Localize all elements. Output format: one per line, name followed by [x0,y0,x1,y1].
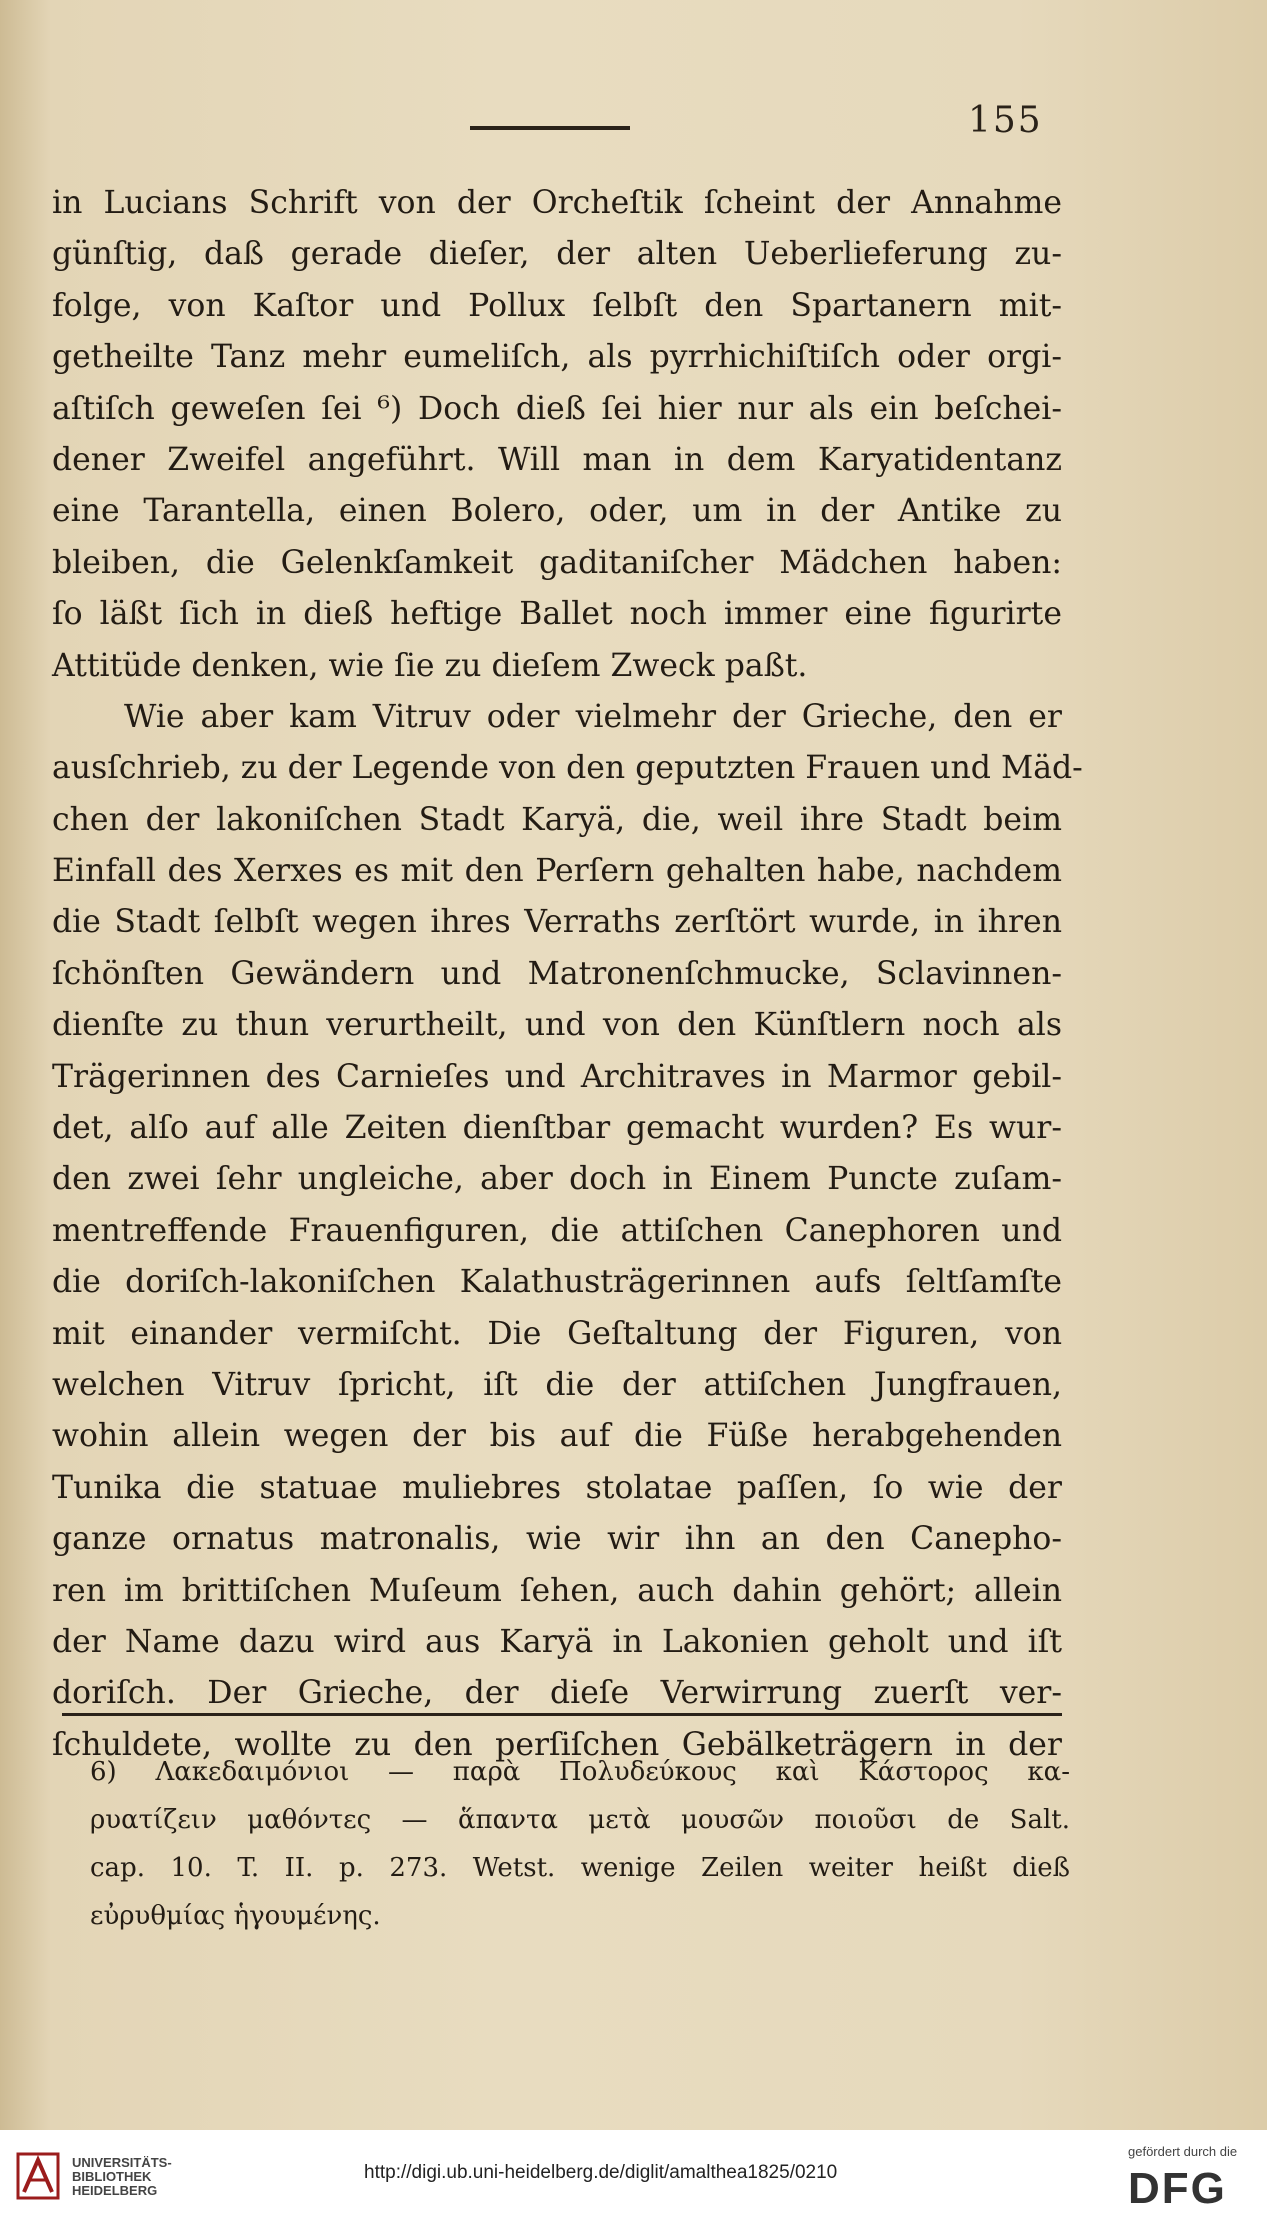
text-line: dener Zweifel angeführt. Will man in dem Karyatidentanz [52,441,1062,478]
footnote [90,1748,1070,1940]
text-line: Tunika die statuae muliebres stolatae paſſen, ſo wie der [52,1469,1062,1506]
text-line: getheilte Tanz mehr eumeliſch, als pyrrhichiſtiſch oder orgi- [52,339,1062,376]
footnote-line: ρυατίζειν μαθόντες — ἅπαντα μετὰ μουσῶν ποιοῦσι de Salt. [90,1805,1070,1835]
header-rule [470,126,630,130]
text-line: mit einander vermiſcht. Die Geſtaltung der Figuren, von [52,1315,1062,1352]
text-line: doriſch. Der Grieche, der dieſe Verwirrung zuerſt ver- [52,1675,1062,1712]
text-line: chen der lakoniſchen Stadt Karyä, die, weil ihre Stadt beim [52,801,1062,838]
text-line: den zwei ſehr ungleiche, aber doch in Einem Puncte zuſam- [52,1161,1062,1198]
text-line: aſtiſch geweſen ſei ⁶) Doch dieß ſei hier nur als ein beſchei- [52,390,1062,427]
footnote-line: cap. 10. T. II. p. 273. Wetst. wenige Zeilen weiter heißt dieß [90,1853,1070,1883]
funded-by-label: gefördert durch die [1128,2144,1238,2159]
text-line: wohin allein wegen der bis auf die Füße herabgehenden [52,1418,1062,1455]
text-line: welchen Vitruv ſpricht, iſt die der attiſchen Jungfrauen, [52,1366,1062,1403]
text-line: der Name dazu wird aus Karyä in Lakonien geholt und iſt [52,1623,1062,1660]
viewer-footer [0,2130,1267,2222]
text-line: folge, von Kaſtor und Pollux ſelbſt den Spartanern mit- [52,287,1062,324]
text-line: ganze ornatus matronalis, wie wir ihn an den Canepho- [52,1521,1062,1558]
university-library-logo-icon [14,2148,62,2204]
permalink-url[interactable]: http://digi.ub.uni-heidelberg.de/diglit/amalthea1825/0210 [364,2162,838,2183]
footnote-line: 6) Λακεδαιμόνιοι — παρὰ Πολυδεύκους καὶ Κάστορος κα- [90,1757,1070,1787]
text-line: die doriſch-lakoniſchen Kalathusträgerinnen aufs ſeltſamſte [52,1264,1062,1301]
text-line: ſo läßt ſich in dieß heftige Ballet noch immer eine figurirte [52,596,1062,633]
text-line: det, alſo auf alle Zeiten dienſtbar gemacht wurden? Es wur- [52,1110,1062,1147]
page-number: 155 [968,100,1043,141]
text-line: Attitüde denken, wie ſie zu dieſem Zweck paßt. [52,647,808,684]
text-line: mentreffende Frauenfiguren, die attiſchen Canephoren und [52,1212,1062,1249]
text-line: Wie aber kam Vitruv oder vielmehr der Grieche, den er [124,698,1062,735]
text-line: Trägerinnen des Carnieſes und Architraves in Marmor gebil- [52,1058,1062,1095]
text-line: Einfall des Xerxes es mit den Perſern gehalten habe, nachdem [52,853,1062,890]
text-line: ſchuldete, wollte zu den perſiſchen Gebälketrägern in der [52,1726,1062,1763]
text-line: ren im brittiſchen Muſeum ſehen, auch dahin gehört; allein [52,1572,1062,1609]
text-line: dienſte zu thun verurtheilt, und von den Künſtlern noch als [52,1007,1062,1044]
text-line: bleiben, die Gelenkſamkeit gaditaniſcher Mädchen haben: [52,544,1062,581]
text-line: eine Tarantella, einen Bolero, oder, um in der Antike zu [52,493,1062,530]
footnote-line: εὐρυθμίας ἡγουμένης. [90,1901,381,1931]
text-line: in Lucians Schrift von der Orcheſtik ſcheint der Annahme [52,185,1062,221]
text-line: die Stadt ſelbſt wegen ihres Verraths zerſtört wurde, in ihren [52,904,1062,941]
footnote-rule [62,1713,1062,1716]
body-text [52,178,1083,1771]
text-line: günſtig, daß gerade dieſer, der alten Ueberlieferung zu- [52,236,1062,273]
dfg-logo: DFG [1128,2164,1227,2213]
text-line: ausſchrieb, zu der Legende von den geputzten Frauen und Mäd- [52,750,1083,787]
text-line: ſchönſten Gewändern und Matronenſchmucke, Sclavinnen- [52,955,1062,992]
library-name: UNIVERSITÄTS- BIBLIOTHEK HEIDELBERG [72,2155,172,2198]
